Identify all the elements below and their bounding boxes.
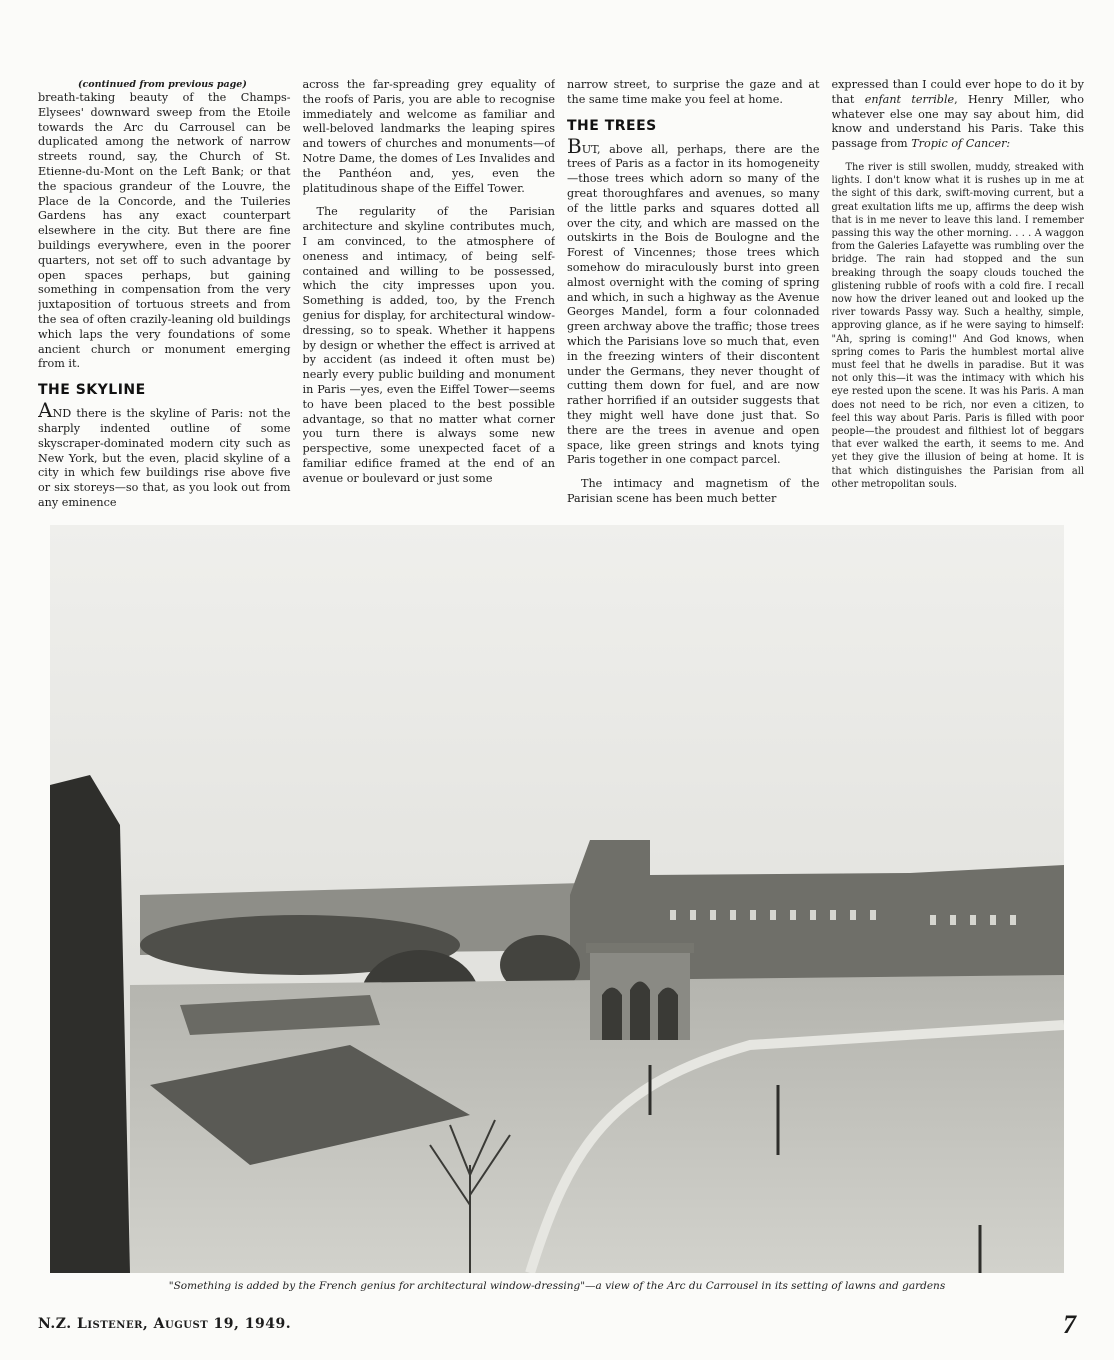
drop-cap: A <box>38 398 53 423</box>
paragraph-text: expressed than I could ever hope to do it by that <box>831 78 1084 106</box>
photo-caption: "Something is added by the French genius for architectural window-dressing"—a view of the Arc du Carrousel in its setting of lawns and gardens <box>168 1280 946 1292</box>
photograph-arc-du-carrousel <box>50 525 1064 1273</box>
publication-line: N.Z. Listener, August 19, 1949. <box>38 1316 292 1332</box>
column-2 <box>303 78 556 514</box>
block-quote: The river is still swollen, muddy, streaked with lights. I don't know what it is rushes up in me at the sight of this dark, swift-moving current, but a great exultation lifts me up, affirms the deep wish that is in me never to leave this land. I remember passing this way the other morning. . . . A waggon from the Galeries Lafayette was rumbling over the bridge. The rain had stopped and the sun breaking through the soapy clouds touched the glistening rubble of roofs with a cold fire. I recall now how the driver leaned out and looked up the river towards Passy way. Such a healthy, simple, approving glance, as if he were saying to himself: "Ah, spring is coming!" And God knows, when spring comes to Paris the humblest mortal alive must feel that he dwells in paradise. But it was not only this—it was the intimacy with which his eye rested upon the scene. It was his Paris. A man does not need to be rich, nor even a citizen, to feel this way about Paris. Paris is filled with poor people—the proudest and filthiest lot of beggars that ever walked the earth, it seems to me. And yet they give the illusion of being at home. It is that which distinguishes the Parisian from all other metropolitan souls. <box>831 161 1084 490</box>
column-3 <box>567 78 820 514</box>
book-title: Tropic of Cancer: <box>911 137 1011 151</box>
drop-cap: B <box>567 133 582 158</box>
photo-illustration <box>50 525 1064 1273</box>
section-heading-skyline: THE SKYLINE <box>38 382 146 399</box>
paragraph-text: UT, above all, perhaps, there are the trees of Paris as a factor in its homogeneity—those trees which adorn so many of the great thoroughfares and avenues, so many of the little parks and squares dotted all over the city, and which are massed on the outskirts in the Bois de Boulogne and the Forest of Vincennes; those trees which somehow do miraculously burst into green almost overnight with the coming of spring and which, in such a highway as the Avenue Georges Mandel, form a four colonnaded green archway above the traffic; those trees which the Parisians love so much that, even in the freezing winters of their discontent under the Germans, they never thought of cutting them down for fuel, and are now rather horrified if an outsider suggests that they might well have done just that. So there are the trees in avenue and open space, like green strings and knots tying Paris together in one compact parcel. <box>567 142 820 467</box>
continued-note: (continued from previous page) <box>78 79 247 90</box>
paragraph <box>567 133 820 469</box>
paragraph: breath-taking beauty of the Champs-Elysees' downward sweep from the Etoile towards the Arc du Carrousel can be duplicated among the network of narrow streets round, say, the Church of St. Etienne-du-Mont on the Left Bank; or that the spacious grandeur of the Louvre, the Place de la Concorde, and the Tuileries Gardens has any exact counterpart elsewhere in the city. But there are fine buildings everywhere, even in the poorer quarters, not set off to such advantage by open spaces perhaps, but gaining something in compensation from the very juxtaposition of tortuous streets and from the sea of often crazily-leaning old buildings which laps the very foundations of some ancient church or monument emerging from it. <box>38 91 291 371</box>
column-1 <box>38 78 291 514</box>
page-footer <box>38 1312 1084 1344</box>
article-columns <box>38 78 1084 514</box>
arc-du-carrousel <box>586 943 694 1040</box>
emphasis-text: enfant terrible <box>864 92 955 106</box>
page-number: 7 <box>1063 1310 1076 1339</box>
paragraph-text: , Henry Miller, who whatever else one may say about him, did know and understand his Paris. Take this passage from <box>831 92 1084 151</box>
statue-silhouette <box>50 775 130 1273</box>
paragraph-text: ND there is the skyline of Paris: not the sharply indented outline of some skyscraper-dominated modern city such as New York, but the even, placid skyline of a city in which few buildings rise above five or six storeys—so that, as you look out from any eminence <box>38 407 291 509</box>
column-4 <box>832 78 1085 514</box>
section-heading-trees: THE TREES <box>567 117 657 134</box>
paragraph <box>832 78 1085 152</box>
paragraph: The regularity of the Parisian architecture and skyline contributes much, I am convinced, to the atmosphere of oneness and intimacy, of being self-contained and willing to be possessed, which the city impresses upon you. Something is added, too, by the French genius for display, for architectural window-dressing, so to speak. Whether it happens by design or whether the effect is arrived at by accident (as indeed it often must be) nearly every public building and monument in Paris —yes, even the Eiffel Tower—seems to have been placed to the best possible advantage, so that no matter what corner you turn there is always some new perspective, some unexpected facet of a familiar edifice framed at the end of an avenue or boulevard or just some <box>302 205 555 485</box>
paragraph: narrow street, to surprise the gaze and at the same time make you feel at home. <box>567 78 820 106</box>
paragraph: across the far-spreading grey equality of the roofs of Paris, you are able to recognise immediately and welcome as familiar and well-beloved landmarks the leaping spires and towers of churches and monuments—of Notre Dame, the domes of Les Invalides and the Panthéon and, yes, even the platitudinous shape of the Eiffel Tower. <box>302 78 555 195</box>
paragraph: The intimacy and magnetism of the Parisian scene has been much better <box>567 477 820 505</box>
paragraph <box>38 398 291 511</box>
